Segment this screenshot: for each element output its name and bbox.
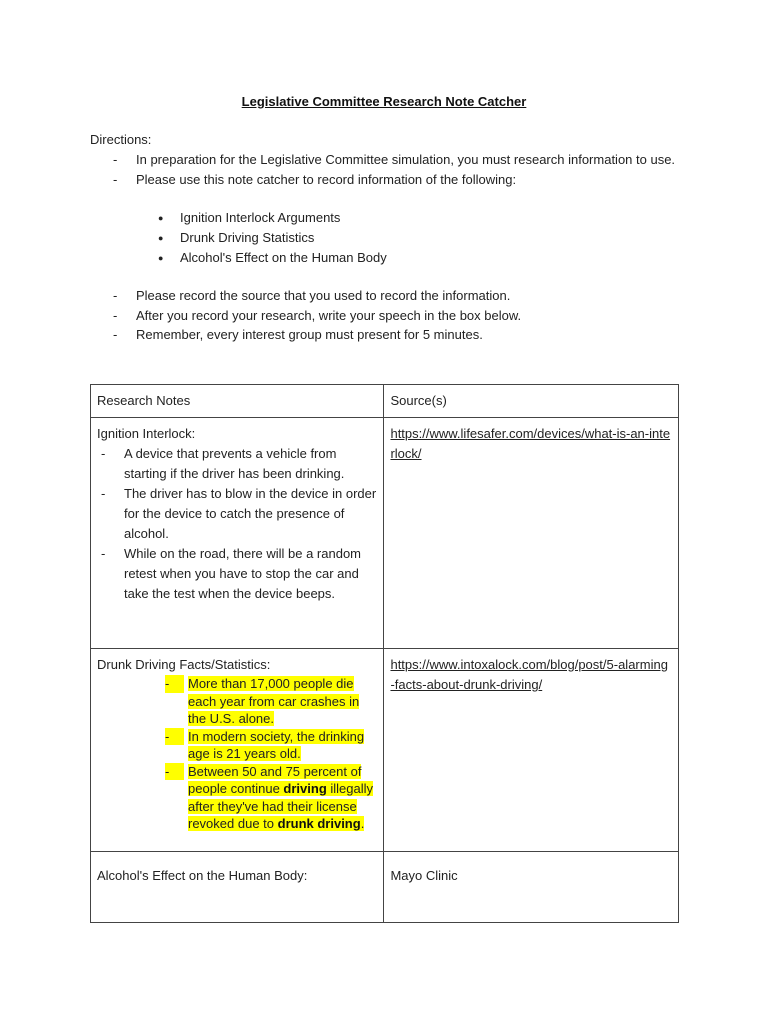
note-point: - While on the road, there will be a random retest when you have to stop the car and take the test when the device beeps. [97,544,377,604]
row-heading: Alcohol's Effect on the Human Body: [97,868,308,883]
directions-list [113,150,693,189]
table-header-row [91,385,679,418]
direction-item: - After you record your research, write your speech in the box below. [113,306,693,326]
source-cell-alcohol[interactable] [384,852,679,923]
topic-bullet: ● Ignition Interlock Arguments [113,208,693,228]
header-sources: Source(s) [384,385,679,418]
research-notes-table [90,384,679,923]
notes-cell-statistics[interactable] [91,649,384,852]
row-heading: Drunk Driving Facts/Statistics: [97,657,271,672]
source-link[interactable]: https://www.intoxalock.com/blog/post/5-alarming-facts-about-drunk-driving/ [390,657,668,692]
direction-item: - Please use this note catcher to record information of the following: [113,170,693,190]
ignition-points [97,444,377,604]
source-text: Mayo Clinic [390,868,458,883]
table-row [91,852,679,923]
row-heading: Ignition Interlock: [97,426,196,441]
document-title: Legislative Committee Research Note Catcher [241,94,527,109]
notes-cell-alcohol[interactable] [91,852,384,923]
topic-bullets [113,208,693,268]
direction-item: - Please record the source that you used to record the information. [113,286,693,306]
topic-bullet: ● Alcohol's Effect on the Human Body [113,248,693,268]
source-cell-statistics[interactable] [384,649,679,852]
topic-bullet: ● Drunk Driving Statistics [113,228,693,248]
direction-item: - In preparation for the Legislative Committee simulation, you must research information to use. [113,150,693,170]
note-point: - A device that prevents a vehicle from starting if the driver has been drinking. [97,444,377,484]
note-point: - More than 17,000 people die each year from car crashes in the U.S. alone. [165,676,360,726]
table-row [91,418,679,649]
notes-cell-ignition[interactable] [91,418,384,649]
statistics-points [165,675,377,833]
table-row [91,649,679,852]
source-cell-ignition[interactable] [384,418,679,649]
directions-label: Directions: [90,132,152,147]
directions-list-2 [113,286,693,345]
source-link[interactable]: https://www.lifesafer.com/devices/what-is-an-interlock/ [390,426,671,461]
header-research-notes: Research Notes [91,385,384,418]
direction-item: - Remember, every interest group must present for 5 minutes. [113,325,693,345]
note-point: - In modern society, the drinking age is 21 years old. [165,728,365,761]
note-point: - The driver has to blow in the device in order for the device to catch the presence of alcohol. [97,484,377,544]
note-point: - Between 50 and 75 percent of people continue driving illegally after they've had their license revoked due to drunk driving. [165,763,374,831]
